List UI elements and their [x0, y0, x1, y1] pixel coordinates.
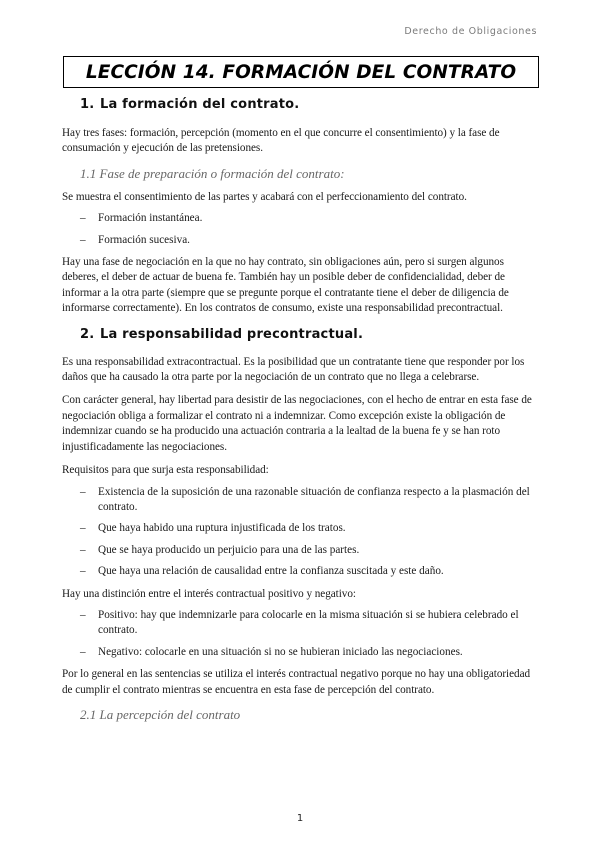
section-1-paragraph-3: Hay una fase de negociación en la que no hay contrato, sin obligaciones aún, pero si surgen algunos deberes, el deber de actuar de buena fe. También hay un posible deber de confidencialidad, deber de informar a la otra parte (siempre que se pregunte porque el contratante tiene el deber de diligencia de informarse correctamente). En los contratos de consumo, existe una responsabilidad precontractual.: [62, 256, 509, 315]
section-1-paragraph-2: Se muestra el consentimiento de las partes y acabará con el perfeccionamiento del contrato.: [62, 190, 467, 203]
list-item: – Existencia de la suposición de una razonable situación de confianza respecto a la plasmación del contrato.: [62, 485, 540, 516]
document-body: [62, 96, 540, 723]
section-2-heading: [62, 326, 540, 344]
lesson-title-box: [63, 56, 539, 88]
section-2-title: La responsabilidad precontractual.: [100, 326, 364, 342]
list-item: – Formación sucesiva.: [62, 233, 540, 248]
list-item: – Positivo: hay que indemnizarle para colocarle en la misma situación si se hubiera celebrado el contrato.: [62, 608, 540, 639]
list-item: – Que haya una relación de causalidad entre la confianza suscitada y este daño.: [62, 564, 540, 579]
list-item: – Negativo: colocarle en una situación si no se hubieran iniciado las negociaciones.: [62, 645, 540, 660]
requirements-list: [62, 485, 540, 580]
section-2-paragraph-3: Requisitos para que surja esta responsabilidad:: [62, 464, 269, 477]
page-number: 1: [296, 813, 304, 824]
section-2-number: 2.: [80, 326, 95, 342]
section-2-paragraph-4: Hay una distinción entre el interés contractual positivo y negativo:: [62, 587, 356, 600]
running-header: Derecho de Obligaciones: [404, 26, 537, 37]
list-item: – Que haya habido una ruptura injustificada de los tratos.: [62, 521, 540, 536]
lesson-title: LECCIÓN 14. FORMACIÓN DEL CONTRATO: [85, 61, 517, 83]
section-1-number: 1.: [80, 97, 95, 112]
interest-list: [62, 608, 540, 660]
section-2-paragraph-5: Por lo general en las sentencias se utiliza el interés contractual negativo porque no hay una obligatoriedad de cumplir el contrato mientras se encuentra en esta fase de percepción del contrato.: [62, 668, 531, 696]
subsection-1-1-heading: 1.1 Fase de preparación o formación del contrato:: [80, 165, 345, 181]
section-1-title: La formación del contrato.: [100, 97, 300, 112]
section-2-paragraph-1: Es una responsabilidad extracontractual. Es la posibilidad que un contratante tiene que responder por los daños que ha causado la otra parte por la negociación de un contrato que no llega a celebrarse.: [62, 355, 525, 384]
section-1-heading: [62, 96, 540, 114]
list-item: – Formación instantánea.: [62, 211, 540, 226]
subsection-2-1-heading: 2.1 La percepción del contrato: [80, 706, 241, 722]
list-item: – Que se haya producido un perjuicio para una de las partes.: [62, 543, 540, 558]
section-1-paragraph-1: Hay tres fases: formación, percepción (momento en el que concurre el consentimiento) y la fase de consumación y ejecución de las pretensiones.: [62, 127, 500, 155]
section-2-paragraph-2: Con carácter general, hay libertad para desistir de las negociaciones, con el hecho de entrar en esta fase de negociación obliga a formalizar el contrato ni a indemnizar. Como excepción existe la obligación de indemnizar cuando se ha producido una actuación contraria a la lealtad de la buena fe y se han roto injustificadamente las negociaciones.: [62, 394, 532, 453]
formation-list: [62, 211, 540, 248]
